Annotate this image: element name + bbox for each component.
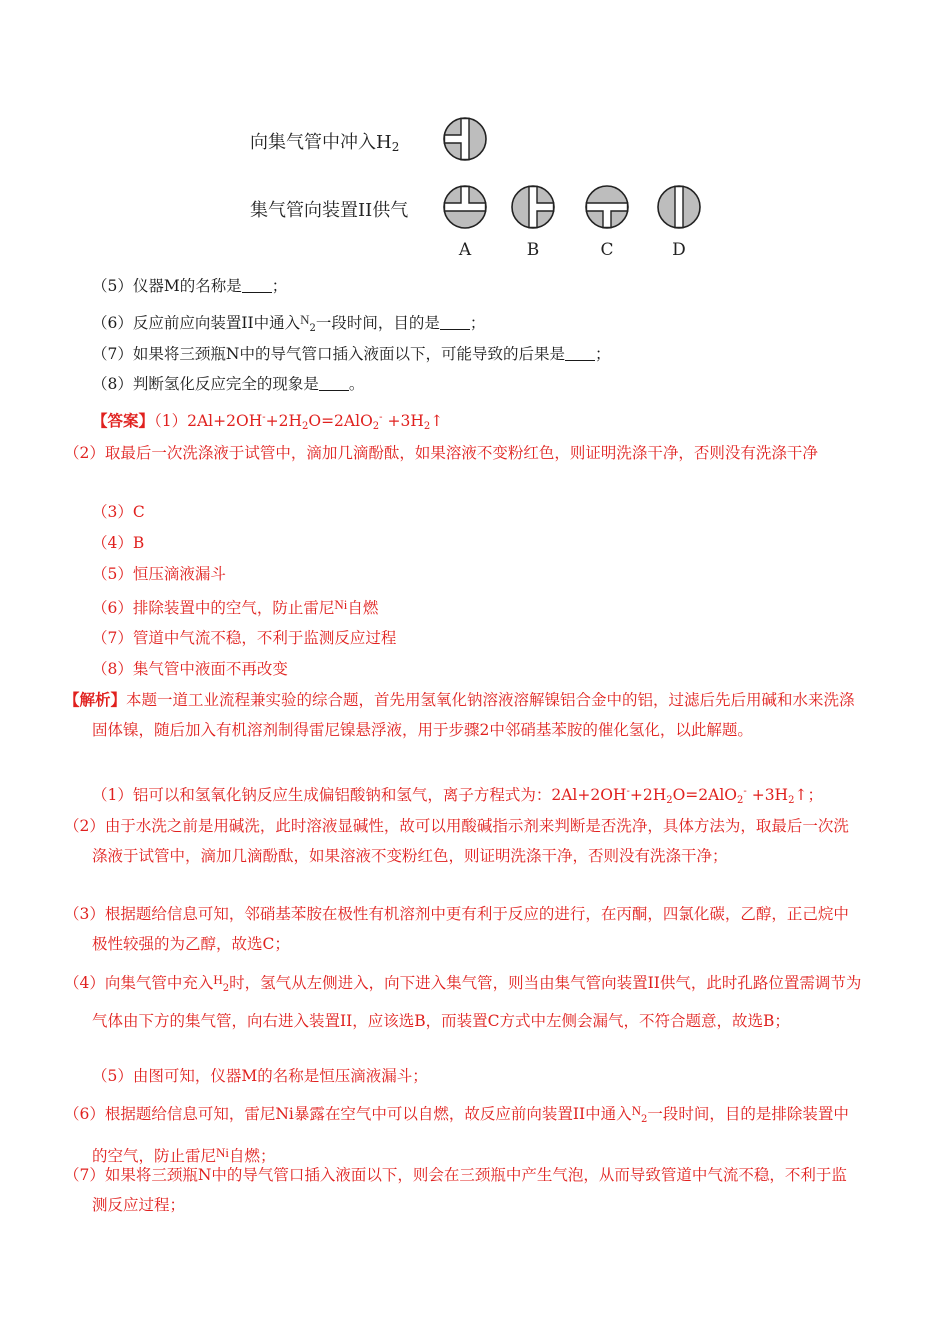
question-6: （6）反应前应向装置II中通入$^N_2$一段时间，目的是 ；	[92, 312, 486, 334]
valve-option-b	[510, 184, 556, 230]
answer-1: 【答案】$(1)2Al+2OH^-+2H_2O=2AlO_2^-$ $+3H_2↑$	[92, 411, 444, 432]
figure-row2-label: 集气管向装置II供气	[250, 200, 409, 221]
answer-blank	[440, 315, 470, 330]
option-label-c: C	[600, 240, 614, 260]
answer-tag: 【答案】	[92, 411, 155, 430]
analysis-7: （7）如果将三颈瓶N中的导气管口插入液面以下，则会在三颈瓶中产生气泡，从而导致管道中气流不稳，不利于监测反应过程；	[64, 1166, 847, 1214]
answer-blank	[242, 278, 272, 293]
question-8: （8）判断氢化反应完全的现象是 。	[92, 375, 365, 393]
answer-8: （8）集气管中液面不再改变	[92, 660, 288, 678]
option-label-a: A	[458, 240, 472, 260]
analysis-2: （2）由于水洗之前是用碱洗，此时溶液显碱性，故可以用酸碱指示剂来判断是否洗净，具体方法为，取最后一次洗涤液于试管中，滴加几滴酚酞，如果溶液不变粉红色，则证明洗涤干净，否则没有洗涤干净；	[64, 817, 849, 865]
question-7: （7）如果将三颈瓶N中的导气管口插入液面以下，可能导致的后果是 ；	[92, 345, 611, 363]
analysis-6: （6）根据题给信息可知，雷尼Ni暴露在空气中可以自燃，故反应前向装置II中通入$^N_2$一段时间，目的是排除装置中的空气，防止雷尼$^{Ni}$自燃；	[64, 1103, 849, 1165]
option-label-b: B	[526, 240, 540, 260]
valve-option-c	[584, 184, 630, 230]
analysis-intro: 【解析】本题一道工业流程兼实验的综合题，首先用氢氧化钠溶液溶解镍铝合金中的铝，过滤后先后用碱和水来洗涤固体镍，随后加入有机溶剂制得雷尼镍悬浮液，用于步骤2中邻硝基苯胺的催化氢化，以此解题。	[64, 690, 855, 739]
option-label-d: D	[672, 240, 686, 260]
figure-row1-label: 向集气管中冲入$H_2$	[250, 132, 400, 154]
answer-3: （3）C	[92, 503, 145, 521]
analysis-3: （3）根据题给信息可知，邻硝基苯胺在极性有机溶剂中更有利于反应的进行，在丙酮，四氯化碳，乙醇，正己烷中极性较强的为乙醇，故选C；	[64, 905, 849, 953]
analysis-tag: 【解析】	[64, 690, 127, 709]
valve-option-a	[442, 184, 488, 230]
analysis-5: （5）由图可知，仪器M的名称是恒压滴液漏斗；	[92, 1067, 428, 1085]
answer-7: （7）管道中气流不稳，不利于监测反应过程	[92, 629, 397, 647]
answer-blank	[319, 376, 349, 391]
answer-5: （5）恒压滴液漏斗	[92, 565, 226, 583]
question-5: （5）仪器M的名称是 ；	[92, 277, 288, 295]
answer-6: （6）排除装置中的空气，防止雷尼$^{Ni}$自燃	[92, 597, 379, 617]
analysis-1: （1）铝可以和氢氧化钠反应生成偏铝酸钠和氢气，离子方程式为：$2Al+2OH^-+2H_2O=2AlO_2^-$ $+3H_2↑$；	[92, 786, 823, 806]
answer-4: （4）B	[92, 534, 145, 552]
answer-2: （2）取最后一次洗涤液于试管中，滴加几滴酚酞，如果溶液不变粉红色，则证明洗涤干净，否则没有洗涤干净	[64, 444, 818, 462]
analysis-4: （4）向集气管中充入$^H_2$时，氢气从左侧进入，向下进入集气管，则当由集气管向装置II供气，此时孔路位置需调节为气体由下方的集气管，向右进入装置II，应该选B，而装置C方式中左侧会漏气，不符合题意，故选B；	[64, 972, 862, 1030]
valve-option-d	[656, 184, 702, 230]
valve-diagram-initial	[442, 116, 488, 162]
answer-blank	[565, 346, 595, 361]
